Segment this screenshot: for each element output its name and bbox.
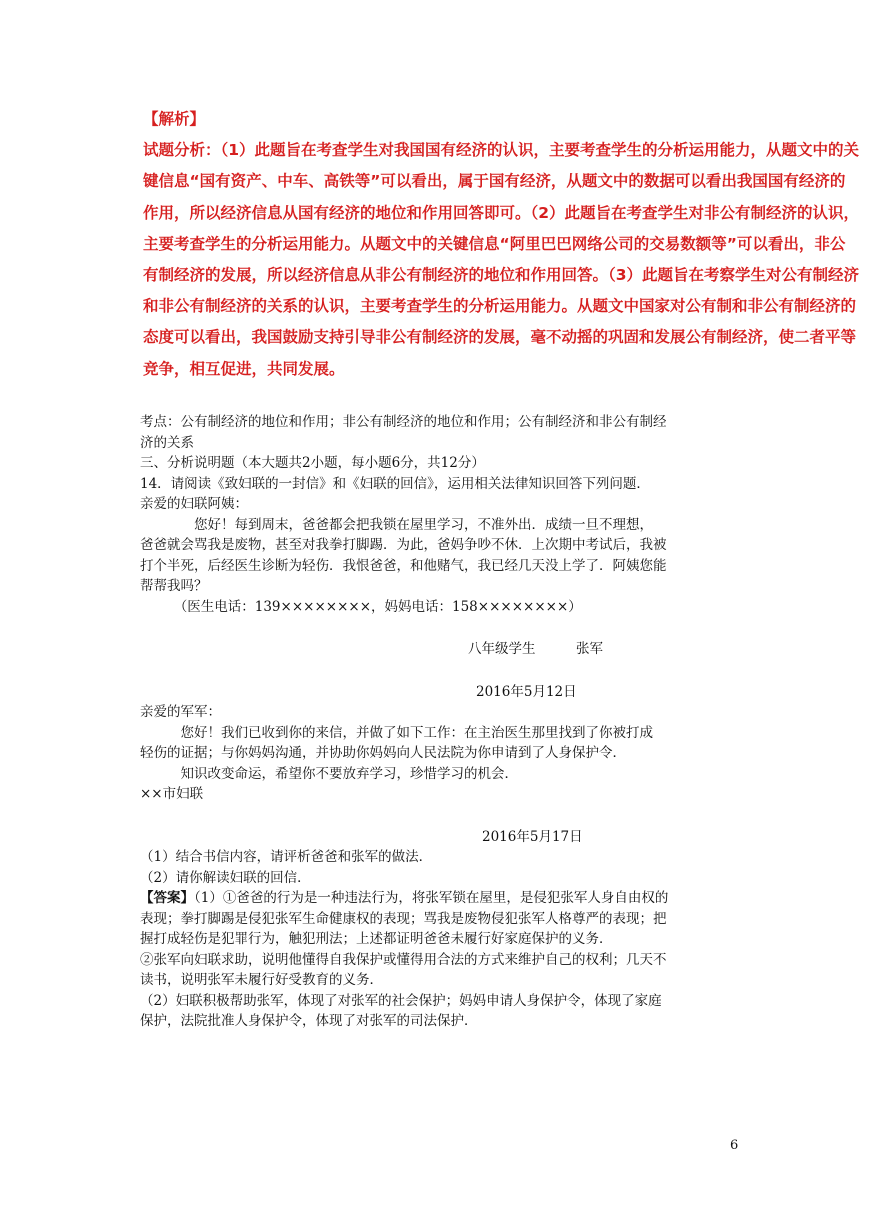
analysis-line: 态度可以看出，我国鼓励支持引导非公有制经济的发展，毫不动摇的巩固和发展公有制经济，使二者平等: [143, 328, 857, 347]
analysis-line: 试题分析：（1）此题旨在考查学生对我国国有经济的认识，主要考查学生的分析运用能力，从题文中的关: [143, 141, 860, 160]
answer-line: 保护，法院批准人身保护令，体现了对张军的司法保护．: [140, 1013, 478, 1029]
letter1-greeting: 亲爱的妇联阿姨：: [140, 496, 248, 512]
page-number: 6: [730, 1138, 739, 1153]
answer-line: 读书，说明张军未履行好受教育的义务．: [140, 972, 383, 988]
letter1-phones: （医生电话：139××××××××，妈妈电话：158××××××××）: [140, 598, 582, 615]
letter1-body-line: 爸爸就会骂我是废物，甚至对我拳打脚踢．为此，爸妈争吵不休．上次期中考试后，我被: [140, 537, 667, 553]
kaodian-line: 济的关系: [140, 434, 194, 451]
answer-line: ②张军向妇联求助，说明他懂得自我保护或懂得用合法的方式来维护自己的权利；几天不: [140, 951, 667, 968]
analysis-section: [143, 104, 863, 385]
letter1-date: 2016年5月12日: [476, 683, 577, 700]
sub-question: （2）请你解读妇联的回信．: [140, 869, 311, 886]
answer-text: （1）①爸爸的行为是一种违法行为，将张军锁在屋里，是侵犯张军人身自由权的: [194, 890, 669, 906]
answer-line: [140, 888, 740, 909]
letter2-body-line: 您好！我们已收到你的来信，并做了如下工作：在主治医生那里找到了你被打成: [140, 724, 653, 741]
analysis-line: 和非公有制经济的关系的认识，主要考查学生的分析运用能力。从题文中国家对公有制和非公有制经济的: [143, 297, 857, 316]
letter1-signature: 八年级学生 张军: [468, 641, 603, 657]
section-title: 三、分析说明题（本大题共2小题，每小题6分，共12分）: [140, 455, 485, 471]
question-stem: 14．请阅读《致妇联的一封信》和《妇联的回信》，运用相关法律知识回答下列问题．: [140, 475, 650, 492]
answer-label: 【答案】: [140, 890, 194, 906]
analysis-line: 竞争，相互促进，共同发展。: [143, 359, 345, 378]
analysis-heading: 【解析】: [143, 110, 206, 128]
question-body: [140, 412, 740, 1032]
analysis-line: 主要考查学生的分析运用能力。从题文中的关键信息“阿里巴巴网络公司的交易数额等”可以看出，非公: [143, 234, 846, 253]
analysis-line: 有制经济的发展，所以经济信息从非公有制经济的地位和作用回答。（3）此题旨在考察学生对公有制经济: [143, 266, 860, 285]
letter2-body-line: 轻伤的证据；与你妈妈沟通，并协助你妈妈向人民法院为你申请到了人身保护令．: [140, 745, 626, 761]
answer-line: 表现；拳打脚踢是侵犯张军生命健康权的表现；骂我是废物侵犯张军人格尊严的表现；把: [140, 910, 667, 927]
answer-line: （2）妇联积极帮助张军，体现了对张军的社会保护；妈妈申请人身保护令，体现了家庭: [140, 992, 662, 1009]
letter1-body-line: 您好！每到周末，爸爸都会把我锁在屋里学习，不准外出．成绩一旦不理想，: [140, 516, 653, 533]
letter2-body-line: 知识改变命运，希望你不要放弃学习，珍惜学习的机会．: [140, 765, 518, 782]
letter2-date: 2016年5月17日: [482, 828, 583, 845]
analysis-line: 键信息“国有资产、中车、高铁等”可以看出，属于国有经济，从题文中的数据可以看出我国国有经济的: [143, 172, 846, 191]
letter2-greeting: 亲爱的军军：: [140, 704, 221, 720]
letter1-body-line: 帮帮我吗？: [140, 578, 208, 594]
letter1-body-line: 打个半死，后经医生诊断为轻伤．我恨爸爸，和他赌气，我已经几天没上学了．阿姨您能: [140, 557, 667, 574]
analysis-line: 作用，所以经济信息从国有经济的地位和作用回答即可。（2）此题旨在考查学生对非公有制经济的认识，: [143, 203, 860, 222]
answer-line: 握打成轻伤是犯罪行为，触犯刑法；上述都证明爸爸未履行好家庭保护的义务．: [140, 931, 613, 947]
kaodian-line: 考点：公有制经济的地位和作用；非公有制经济的地位和作用；公有制经济和非公有制经: [140, 414, 667, 430]
sub-question: （1）结合书信内容，请评析爸爸和张军的做法．: [140, 849, 433, 865]
letter2-signature: ××市妇联: [140, 786, 204, 802]
